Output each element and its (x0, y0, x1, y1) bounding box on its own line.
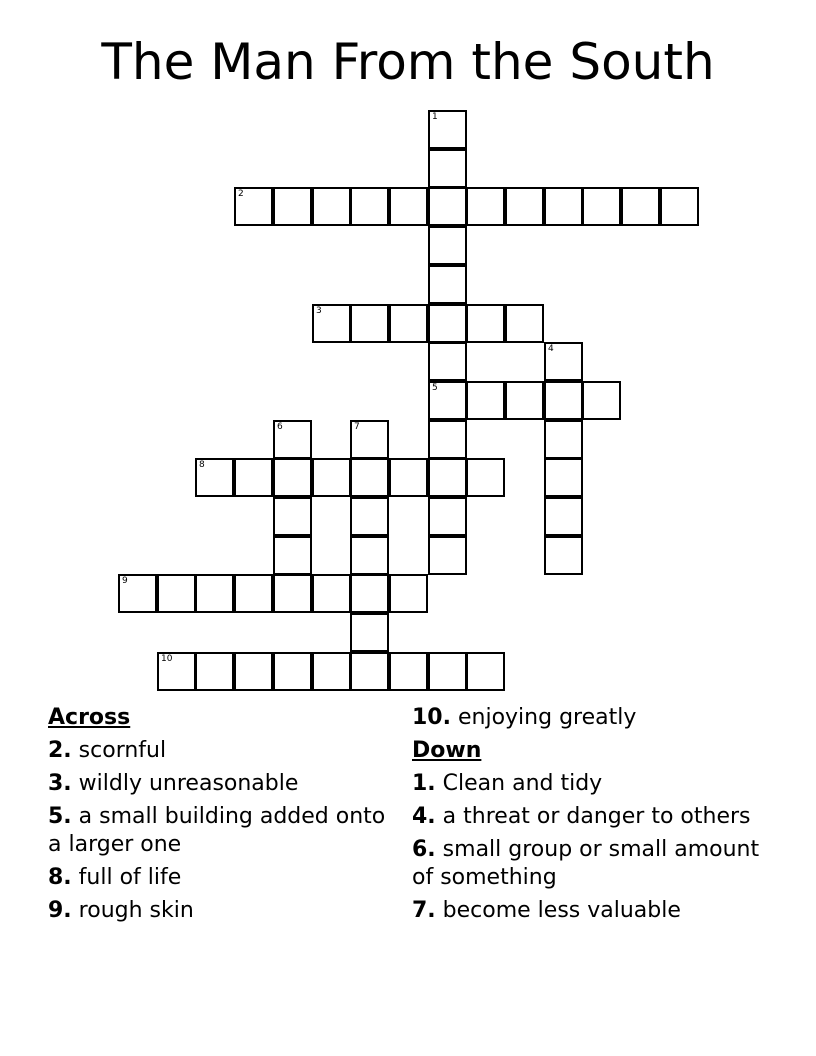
grid-cell[interactable] (312, 187, 351, 226)
grid-cell[interactable] (389, 187, 428, 226)
across-heading: Across (48, 705, 131, 730)
grid-cell[interactable] (544, 536, 583, 575)
grid-cell[interactable] (312, 574, 351, 613)
clue-across-9: 9. rough skin (48, 898, 194, 923)
clue-across-3: 3. wildly unreasonable (48, 771, 299, 796)
grid-cell[interactable] (428, 187, 467, 226)
grid-cell[interactable] (621, 187, 660, 226)
grid-cell[interactable] (428, 226, 467, 265)
grid-cell[interactable] (234, 652, 273, 691)
grid-cell[interactable] (544, 342, 583, 381)
grid-cell[interactable] (505, 381, 544, 420)
grid-cell[interactable] (582, 381, 621, 420)
grid-cell[interactable] (505, 187, 544, 226)
clue-across-5: 5. a small building added onto a larger one (48, 804, 386, 857)
grid-cell[interactable] (350, 574, 389, 613)
grid-cell[interactable] (428, 110, 467, 149)
grid-cell[interactable] (273, 574, 312, 613)
puzzle-title: The Man From the South (101, 33, 715, 91)
grid-cell[interactable] (118, 574, 157, 613)
grid-cell[interactable] (350, 497, 389, 536)
grid-cell[interactable] (350, 536, 389, 575)
grid-cell[interactable] (312, 458, 351, 497)
grid-cell[interactable] (544, 458, 583, 497)
clue-number-label: 1 (432, 112, 438, 122)
clue-number-label: 9 (122, 576, 128, 586)
grid-cell[interactable] (350, 613, 389, 652)
grid-cell[interactable] (350, 304, 389, 343)
grid-cell[interactable] (273, 497, 312, 536)
grid-cell[interactable] (544, 381, 583, 420)
grid-cell[interactable] (466, 304, 505, 343)
clue-down-4: 4. a threat or danger to others (412, 804, 751, 829)
grid-cell[interactable] (312, 304, 351, 343)
grid-cell[interactable] (312, 652, 351, 691)
grid-cell[interactable] (195, 652, 234, 691)
grid-cell[interactable] (660, 187, 699, 226)
grid-cell[interactable] (389, 458, 428, 497)
clue-across-10: 10. enjoying greatly (412, 705, 637, 730)
clue-number-label: 10 (161, 654, 173, 664)
grid-cell[interactable] (389, 304, 428, 343)
grid-cell[interactable] (350, 187, 389, 226)
grid-cell[interactable] (544, 420, 583, 459)
clue-down-7: 7. become less valuable (412, 898, 681, 923)
grid-cell[interactable] (428, 342, 467, 381)
grid-cell[interactable] (157, 652, 196, 691)
grid-cell[interactable] (350, 458, 389, 497)
grid-cell[interactable] (350, 420, 389, 459)
clue-number-label: 7 (354, 422, 360, 432)
grid-cell[interactable] (428, 265, 467, 304)
grid-cell[interactable] (389, 574, 428, 613)
grid-cell[interactable] (428, 149, 467, 188)
clue-number-label: 6 (277, 422, 283, 432)
clue-number-label: 4 (548, 344, 554, 354)
grid-cell[interactable] (428, 381, 467, 420)
down-heading: Down (412, 738, 482, 763)
grid-cell[interactable] (466, 381, 505, 420)
grid-cell[interactable] (428, 536, 467, 575)
grid-cell[interactable] (234, 187, 273, 226)
grid-cell[interactable] (466, 458, 505, 497)
grid-cell[interactable] (273, 652, 312, 691)
clue-number-label: 5 (432, 383, 438, 393)
grid-cell[interactable] (544, 497, 583, 536)
grid-cell[interactable] (466, 187, 505, 226)
clue-number-label: 3 (316, 306, 322, 316)
grid-cell[interactable] (273, 458, 312, 497)
grid-cell[interactable] (389, 652, 428, 691)
grid-cell[interactable] (273, 187, 312, 226)
grid-cell[interactable] (466, 652, 505, 691)
grid-cell[interactable] (350, 652, 389, 691)
grid-cell[interactable] (195, 458, 234, 497)
clues-column-left (48, 704, 403, 930)
grid-cell[interactable] (428, 497, 467, 536)
grid-cell[interactable] (428, 652, 467, 691)
grid-cell[interactable] (273, 536, 312, 575)
grid-cell[interactable] (505, 304, 544, 343)
clues-column-right (412, 704, 767, 930)
clue-down-6: 6. small group or small amount of something (412, 837, 760, 890)
clue-number-label: 8 (199, 460, 205, 470)
grid-cell[interactable] (157, 574, 196, 613)
grid-cell[interactable] (582, 187, 621, 226)
clue-down-1: 1. Clean and tidy (412, 771, 603, 796)
grid-cell[interactable] (195, 574, 234, 613)
grid-cell[interactable] (428, 304, 467, 343)
grid-cell[interactable] (428, 458, 467, 497)
grid-cell[interactable] (234, 574, 273, 613)
grid-cell[interactable] (273, 420, 312, 459)
clue-across-2: 2. scornful (48, 738, 167, 763)
grid-cell[interactable] (428, 420, 467, 459)
clue-number-label: 2 (238, 189, 244, 199)
clue-across-8: 8. full of life (48, 865, 182, 890)
grid-cell[interactable] (544, 187, 583, 226)
grid-cell[interactable] (234, 458, 273, 497)
